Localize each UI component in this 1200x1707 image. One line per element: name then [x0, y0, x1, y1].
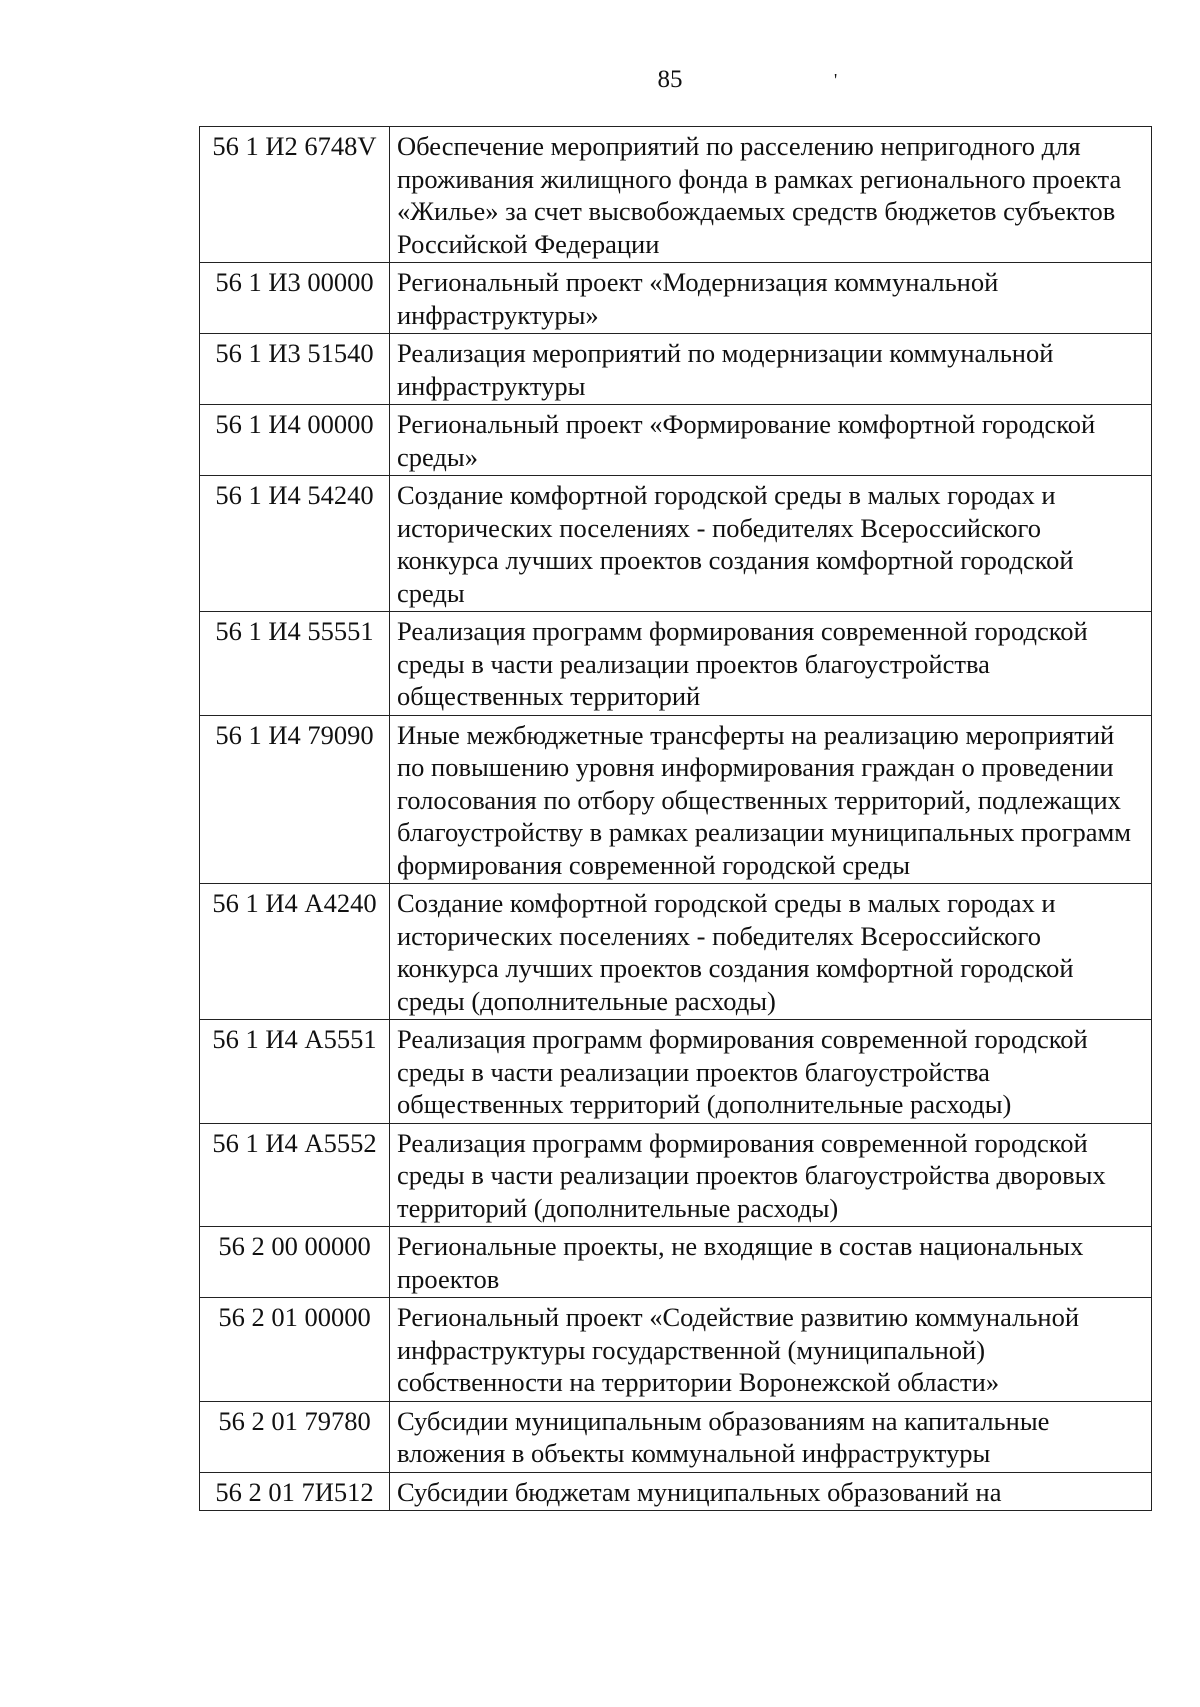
stray-mark: ': [834, 70, 838, 90]
row-description: Региональный проект «Модернизация коммунальной инфраструктуры»: [390, 263, 1152, 334]
row-code: 56 2 01 79780: [200, 1401, 390, 1472]
row-description: Иные межбюджетные трансферты на реализацию мероприятий по повышению уровня информирования граждан о проведении голосования по отбору общественных территорий, подлежащих благоустройству в рамках реализации муниципальных программ формирования современной городской среды: [390, 715, 1152, 884]
row-description: Субсидии муниципальным образованиям на капитальные вложения в объекты коммунальной инфраструктуры: [390, 1401, 1152, 1472]
budget-classification-table: [199, 126, 1152, 1511]
table-row: [200, 127, 1152, 263]
row-code: 56 1 И4 55551: [200, 612, 390, 716]
row-code: 56 1 И4 А4240: [200, 884, 390, 1020]
row-code: 56 1 И4 79090: [200, 715, 390, 884]
row-description: Реализация мероприятий по модернизации коммунальной инфраструктуры: [390, 334, 1152, 405]
row-code: 56 1 И2 6748V: [200, 127, 390, 263]
table-row: [200, 263, 1152, 334]
page-number: 85: [657, 66, 683, 93]
row-code: 56 1 И4 А5552: [200, 1123, 390, 1227]
row-code: 56 1 И3 51540: [200, 334, 390, 405]
row-description: Региональный проект «Содействие развитию коммунальной инфраструктуры государственной (муниципальной) собственности на территории Воронежской области»: [390, 1298, 1152, 1402]
row-code: 56 1 И4 А5551: [200, 1020, 390, 1124]
row-code: 56 1 И4 54240: [200, 476, 390, 612]
table-row: [200, 1472, 1152, 1511]
row-description: Региональный проект «Формирование комфортной городской среды»: [390, 405, 1152, 476]
row-description: Реализация программ формирования современной городской среды в части реализации проектов благоустройства общественных территорий: [390, 612, 1152, 716]
table-row: [200, 1298, 1152, 1402]
row-code: 56 1 И4 00000: [200, 405, 390, 476]
row-description: Реализация программ формирования современной городской среды в части реализации проектов благоустройства общественных территорий (дополнительные расходы): [390, 1020, 1152, 1124]
row-description: Создание комфортной городской среды в малых городах и исторических поселениях - победителях Всероссийского конкурса лучших проектов создания комфортной городской среды: [390, 476, 1152, 612]
table-row: [200, 715, 1152, 884]
table-row: [200, 612, 1152, 716]
row-code: 56 2 01 7И512: [200, 1472, 390, 1511]
table-row: [200, 405, 1152, 476]
table-row: [200, 1020, 1152, 1124]
row-code: 56 2 01 00000: [200, 1298, 390, 1402]
table-row: [200, 884, 1152, 1020]
row-description: Реализация программ формирования современной городской среды в части реализации проектов благоустройства дворовых территорий (дополнительные расходы): [390, 1123, 1152, 1227]
table-row: [200, 476, 1152, 612]
table-row: [200, 1401, 1152, 1472]
table-row: [200, 334, 1152, 405]
table-row: [200, 1123, 1152, 1227]
row-code: 56 1 И3 00000: [200, 263, 390, 334]
row-description: Создание комфортной городской среды в малых городах и исторических поселениях - победителях Всероссийского конкурса лучших проектов создания комфортной городской среды (дополнительные расходы): [390, 884, 1152, 1020]
row-description: Субсидии бюджетам муниципальных образований на: [390, 1472, 1152, 1511]
row-description: Региональные проекты, не входящие в состав национальных проектов: [390, 1227, 1152, 1298]
row-code: 56 2 00 00000: [200, 1227, 390, 1298]
table-row: [200, 1227, 1152, 1298]
row-description: Обеспечение мероприятий по расселению непригодного для проживания жилищного фонда в рамках регионального проекта «Жилье» за счет высвобождаемых средств бюджетов субъектов Российской Федерации: [390, 127, 1152, 263]
